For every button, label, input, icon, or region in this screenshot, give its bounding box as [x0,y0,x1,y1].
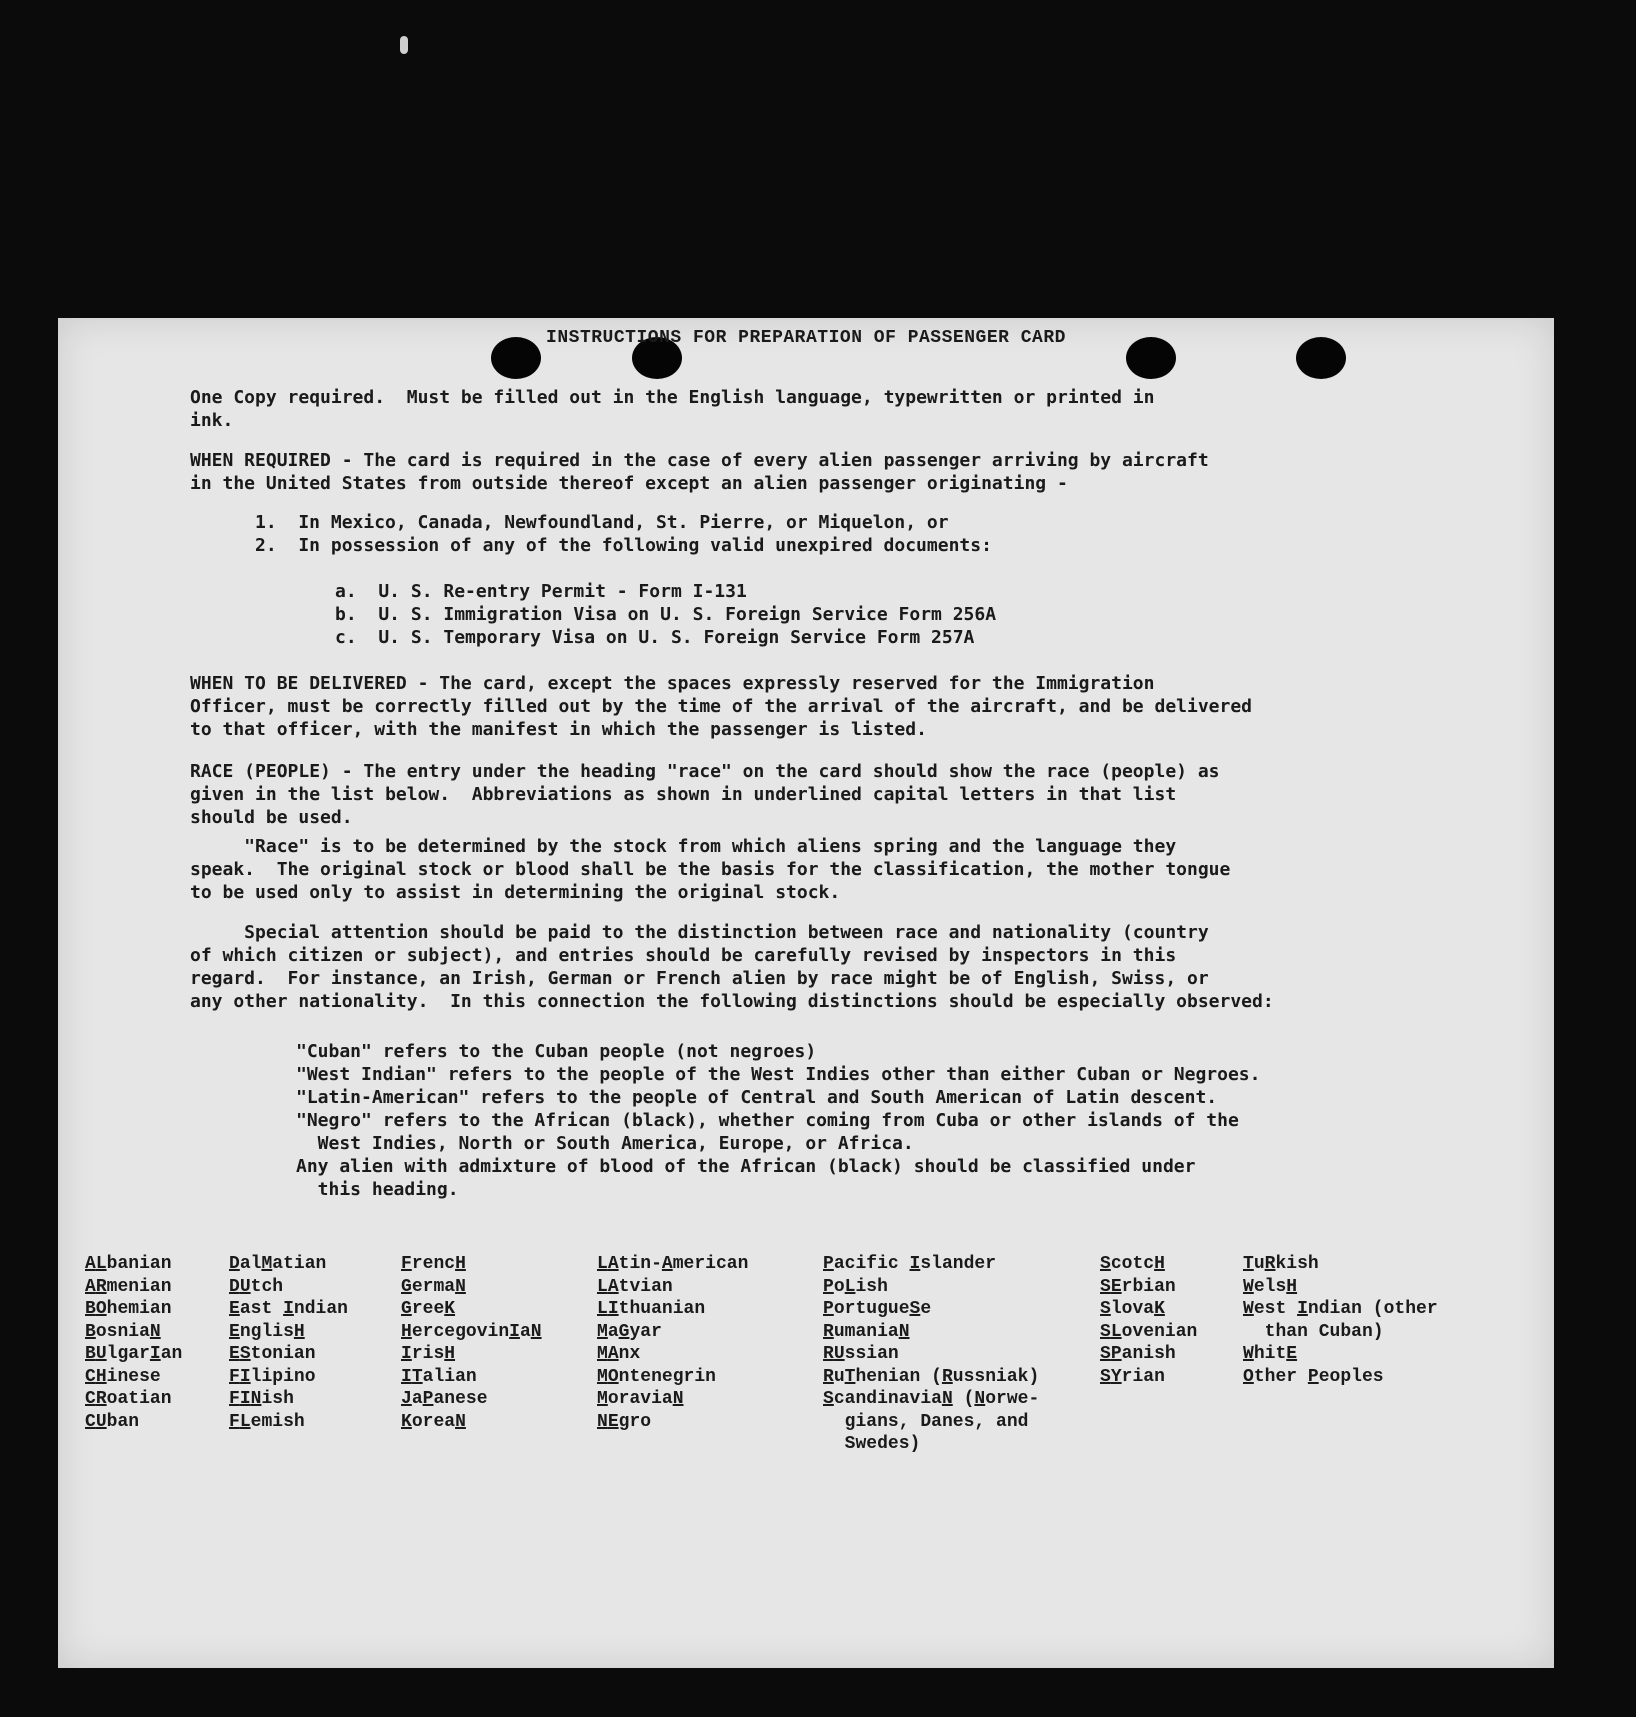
race-list-column-2 [229,1253,348,1433]
race-list-item: SlovaK [1100,1299,1165,1319]
race-list-item: SYrian [1100,1366,1165,1387]
race-list-item: LIthuanian [597,1299,706,1319]
race-list-item: Swedes) [844,1434,921,1454]
race-list-item: EStonian [229,1344,316,1364]
race-people-paragraph: RACE (PEOPLE) - The entry under the heading "race" on the card should show the race (people) as given in the list below. Abbreviations as shown in underlined capital letters in that list should be used. [190,761,1220,828]
race-list-item: ALbanian [85,1254,172,1274]
special-attention-paragraph: Special attention should be paid to the distinction between race and nationality (country of which citizen or subject), and entries should be carefully revised by inspectors in this regard. For instance, an Irish, German or French alien by race might be of English, Swiss, or any other nationality. In this connection the following distinctions should be especially observed: [190,922,1274,1012]
race-list-item: Other Peoples [1243,1366,1384,1387]
race-list-item: ITalian [401,1366,477,1387]
when-required-paragraph: WHEN REQUIRED - The card is required in the case of every alien passenger arriving by aircraft in the United States from outside thereof except an alien passenger originating - [190,450,1209,494]
numbered-conditions: 1. In Mexico, Canada, Newfoundland, St. Pierre, or Miquelon, or 2. In possession of any of the following valid unexpired documents: [255,512,992,556]
when-delivered-paragraph: WHEN TO BE DELIVERED - The card, except the spaces expressly reserved for the Immigration Officer, must be correctly filled out by the time of the arrival of the aircraft, and be delivered to that officer, with the manifest in which the passenger is listed. [190,673,1253,740]
race-list-item: gians, Danes, and [844,1411,1029,1432]
race-list-item: MOntenegrin [597,1366,716,1387]
intro-paragraph: One Copy required. Must be filled out in the English language, typewritten or printed in ink. [190,387,1155,431]
race-list-item: FIlipino [229,1366,316,1387]
race-list-item: RuThenian (Russniak) [823,1366,1040,1387]
race-list-item: JaPanese [401,1389,488,1409]
race-list-item: DalMatian [229,1254,327,1274]
race-list-column-3 [401,1253,542,1433]
passenger-card-instructions-sheet [58,318,1554,1668]
race-list-item: FrencH [401,1254,466,1274]
race-list-item: TuRkish [1243,1254,1319,1274]
race-list-item: GermaN [401,1276,466,1297]
race-list-item: HercegovinIaN [401,1321,542,1342]
race-list-item: MAnx [597,1344,641,1364]
race-definition-paragraph: "Race" is to be determined by the stock from which aliens spring and the language they speak. The original stock or blood shall be the basis for the classification, the mother tongue to be used only to assist in determining the original stock. [190,836,1231,903]
document-list: a. U. S. Re-entry Permit - Form I-131 b. U. S. Immigration Visa on U. S. Foreign Service Form 256A c. U. S. Temporary Visa on U. S. Foreign Service Form 257A [335,581,997,648]
race-list-item: LAtin-American [597,1254,749,1274]
distinctions-list: "Cuban" refers to the Cuban people (not negroes) "West Indian" refers to the people of the West Indies other than either Cuban or Negroes. "Latin-American" refers to the people of Central and South American of Latin descent. "Negro" refers to the African (black), whether coming from Cuba or other islands of the West Indies, North or South America, Europe, or Africa. Any alien with admixture of blood of the African (black) should be classified under this heading. [296,1041,1261,1200]
race-list-item: ScandinaviaN (Norwe- [823,1389,1040,1409]
race-list-item: PortugueSe [823,1299,932,1319]
race-list-item: NEgro [597,1411,652,1432]
race-list-item: CUban [85,1411,140,1432]
race-list-item: WelsH [1243,1276,1298,1297]
race-list-item: ARmenian [85,1276,172,1297]
race-list-item: SLovenian [1100,1321,1198,1342]
race-list-item: West Indian (other [1243,1299,1438,1319]
race-list-item: FINish [229,1389,294,1409]
race-list-item: ScotcH [1100,1254,1165,1274]
race-list-item: SErbian [1100,1276,1176,1297]
race-list-item: GreeK [401,1299,456,1319]
race-list-item: KoreaN [401,1411,466,1432]
race-list-item: SPanish [1100,1344,1176,1364]
race-list-item: MaGyar [597,1321,662,1342]
race-list-item: IrisH [401,1344,456,1364]
race-list-item: EnglisH [229,1321,305,1342]
race-list-column-7 [1243,1253,1438,1388]
race-list-item: PoLish [823,1276,888,1297]
race-list-column-4 [597,1253,748,1433]
race-list-item: RUssian [823,1344,899,1364]
race-list-item: DUtch [229,1276,284,1297]
race-list-item: RumaniaN [823,1321,910,1342]
race-list-item: than Cuban) [1264,1321,1384,1342]
race-list-item: FLemish [229,1411,305,1432]
race-list-item: CRoatian [85,1389,172,1409]
race-list-column-5 [823,1253,1039,1456]
page-title: INSTRUCTIONS FOR PREPARATION OF PASSENGER CARD [546,328,1066,348]
race-list-item: BosniaN [85,1321,161,1342]
race-list-item: WhitE [1243,1344,1298,1364]
race-list-item: MoraviaN [597,1389,684,1409]
race-list-item: BOhemian [85,1299,172,1319]
race-list-column-6 [1100,1253,1197,1388]
race-list-item: Pacific Islander [823,1254,996,1274]
race-list-item: LAtvian [597,1276,673,1297]
race-list-item: BUlgarIan [85,1344,183,1364]
film-speck [400,36,408,54]
race-list-item: CHinese [85,1366,161,1387]
race-list-column-1 [85,1253,182,1433]
race-list-item: East Indian [229,1299,348,1319]
